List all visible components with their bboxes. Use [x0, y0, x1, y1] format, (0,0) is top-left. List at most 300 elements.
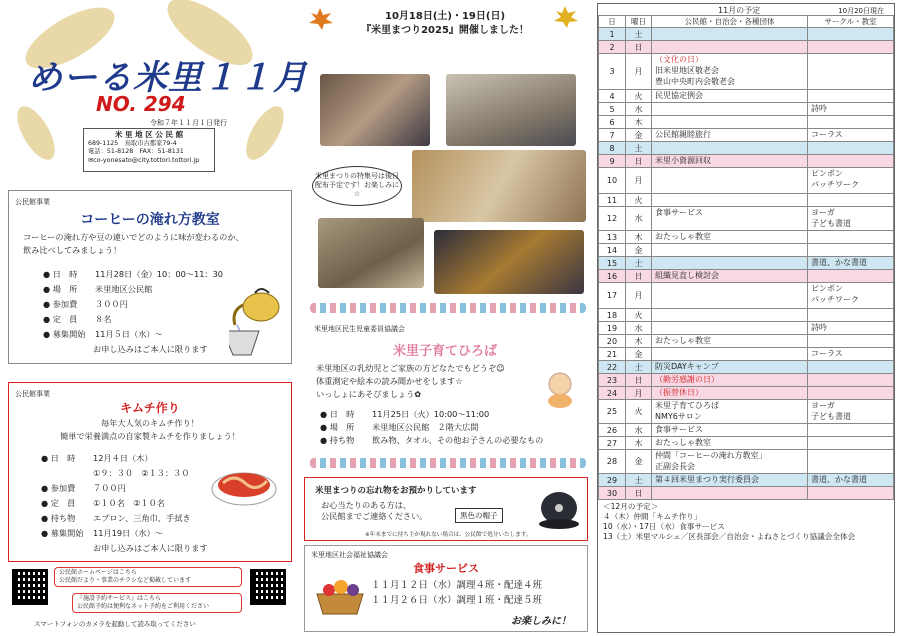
lost-items-footnote: ※年末までに持ち主が現れない場合は、公民館で処分いたします。 [365, 532, 532, 538]
calendar-circle-event [808, 348, 894, 361]
calendar-community-event [652, 450, 808, 474]
calendar-row [599, 424, 894, 437]
calendar-weekday: 水 [626, 424, 652, 437]
december-preview-title: ＜12月の予定＞ [603, 502, 659, 511]
calendar-row [599, 90, 894, 103]
calendar-entry-line: おたっしゃ教室 [655, 438, 711, 447]
kimchi-note: お申し込みはご本人に限ります [93, 543, 208, 553]
calendar-table [598, 15, 894, 500]
calendar-entry-line: 組織見直し検討会 [655, 271, 719, 280]
december-item-2: 10（水）・17日（水）食事サービス [603, 522, 725, 531]
calendar-entry-line: 米里小資源回収 [655, 156, 711, 165]
lost-items-title: 米里まつりの忘れ物をお預かりしています [315, 486, 477, 496]
calendar-circle-event [808, 487, 894, 500]
calendar-day: 21 [599, 348, 626, 361]
calendar-day: 1 [599, 28, 626, 41]
qr-footer: スマートフォンのカメラを起動して読み取ってください [34, 620, 196, 628]
calendar-weekday: 金 [626, 129, 652, 142]
calendar-circle-event [808, 90, 894, 103]
calendar-circle-event [808, 424, 894, 437]
november-calendar [597, 3, 895, 633]
calendar-row [599, 54, 894, 90]
calendar-weekday: 月 [626, 54, 652, 90]
detail-value: エプロン、三角巾、手拭き [93, 513, 191, 523]
calendar-circle-event [808, 374, 894, 387]
detail-label: ● 場 所 [320, 422, 355, 432]
calendar-community-event [652, 103, 808, 116]
calendar-circle-event [808, 283, 894, 309]
meal-service-tag: 米里地区社会福祉協議会 [311, 551, 388, 559]
calendar-community-event [652, 257, 808, 270]
office-tel: 電話：51-8128 FAX：51-8131 [88, 148, 184, 155]
lost-items-text-2: 公民館までご連絡ください。 [321, 511, 428, 521]
meal-service-date-1: １１月１２日（水）調理４班・配達４班 [371, 580, 543, 591]
meal-service-date-2: １１月２６日（水）調理１班・配達５班 [371, 595, 543, 606]
calendar-community-event [652, 374, 808, 387]
calendar-community-event [652, 207, 808, 231]
detail-row [41, 511, 241, 526]
calendar-day: 27 [599, 437, 626, 450]
calendar-row [599, 244, 894, 257]
detail-label: ● 参加費 [43, 299, 78, 309]
calendar-weekday: 金 [626, 244, 652, 257]
calendar-community-event [652, 487, 808, 500]
calendar-weekday: 月 [626, 387, 652, 400]
homepage-qr-code[interactable] [12, 569, 48, 605]
detail-value: ①１０名 ②１０名 [93, 498, 165, 508]
calendar-day: 7 [599, 129, 626, 142]
bunting-divider [310, 458, 586, 468]
qr-code-area [8, 565, 292, 633]
calendar-entry-line: 詩吟 [811, 104, 827, 113]
december-preview [598, 500, 894, 544]
detail-label: ● 持ち物 [320, 435, 355, 445]
coffee-tag: 公民館事業 [15, 198, 50, 206]
calendar-community-event [652, 335, 808, 348]
childcare-intro-3: いっしょにあそびましょう✿ [316, 389, 422, 399]
calendar-day: 10 [599, 168, 626, 194]
calendar-entry-line: NMY6サロン [655, 412, 702, 421]
detail-value: ３００円 [95, 299, 128, 309]
calendar-weekday: 火 [626, 194, 652, 207]
calendar-entry-line: ヨーガ [811, 208, 835, 217]
calendar-day: 15 [599, 257, 626, 270]
coffee-title: コーヒーの淹れ方教室 [80, 212, 220, 228]
calendar-weekday: 土 [626, 142, 652, 155]
calendar-day: 3 [599, 54, 626, 90]
calendar-day: 30 [599, 487, 626, 500]
calendar-weekday: 日 [626, 155, 652, 168]
calendar-row [599, 155, 894, 168]
calendar-day: 14 [599, 244, 626, 257]
meal-service-box [304, 545, 588, 632]
detail-value: 11月19日（水）～ [93, 528, 163, 538]
calendar-community-event [652, 155, 808, 168]
calendar-row [599, 129, 894, 142]
calendar-entry-line: ピンポン [811, 284, 843, 293]
calendar-community-event [652, 231, 808, 244]
detail-label: ● 参加費 [41, 483, 76, 493]
calendar-community-event [652, 142, 808, 155]
calendar-day: 19 [599, 322, 626, 335]
calendar-community-event [652, 28, 808, 41]
calendar-row [599, 487, 894, 500]
calendar-circle-event [808, 54, 894, 90]
calendar-entry-line: ピンポン [811, 169, 843, 178]
calendar-day: 23 [599, 374, 626, 387]
calendar-entry-line: パッチワーク [811, 180, 859, 189]
festival-photo-4 [318, 218, 424, 288]
childcare-plaza-section [300, 318, 590, 468]
calendar-entry-line: 子ども書道 [811, 219, 851, 228]
calendar-circle-event [808, 41, 894, 54]
calendar-weekday: 月 [626, 283, 652, 309]
festival-photo-2 [446, 74, 576, 146]
calendar-day: 13 [599, 231, 626, 244]
calendar-weekday: 日 [626, 487, 652, 500]
detail-value: 12月４日（木） [93, 453, 153, 463]
detail-row [43, 282, 243, 297]
festival-photo-3 [412, 150, 586, 222]
calendar-day: 29 [599, 474, 626, 487]
detail-value: 11月25日（火）10:00～11:00 [372, 409, 490, 419]
col-day: 日 [599, 16, 626, 28]
detail-row [41, 526, 241, 541]
calendar-weekday: 火 [626, 400, 652, 424]
calendar-entry-line: ヨーガ [811, 401, 835, 410]
calendar-circle-event [808, 322, 894, 335]
detail-label: ● 持ち物 [41, 513, 76, 523]
calendar-weekday: 日 [626, 270, 652, 283]
kimchi-title: キムチ作り [120, 401, 180, 415]
calendar-community-event [652, 90, 808, 103]
kimchi-intro-1: 毎年大人気のキムチ作り！ [100, 418, 199, 428]
calendar-day: 20 [599, 335, 626, 348]
festival-photo-5 [434, 230, 584, 294]
calendar-community-event [652, 400, 808, 424]
meal-service-closing: お楽しみに！ [511, 616, 571, 627]
maple-leaf-icon [305, 6, 335, 30]
kimchi-class-box [8, 382, 292, 562]
reservation-qr-note-text: 公民館予約は便利なネット予約をご利用ください [77, 603, 210, 610]
col-weekday: 曜日 [626, 16, 652, 28]
calendar-entry-line: 子ども書道 [811, 412, 851, 421]
calendar-entry-line: おたっしゃ教室 [655, 232, 711, 241]
detail-row [43, 327, 243, 342]
calendar-day: 17 [599, 283, 626, 309]
calendar-entry-line: パッチワーク [811, 295, 859, 304]
calendar-circle-event [808, 270, 894, 283]
bunting-divider [310, 303, 586, 313]
calendar-circle-event [808, 129, 894, 142]
calendar-entry-line: 米里子育てひろば [655, 401, 719, 410]
calendar-row [599, 361, 894, 374]
calendar-entry-line: 第４回米里まつり実行委員会 [655, 475, 759, 484]
calendar-day: 25 [599, 400, 626, 424]
col-circle: サークル・教室 [808, 16, 894, 28]
calendar-day: 12 [599, 207, 626, 231]
calendar-row [599, 474, 894, 487]
calendar-community-event [652, 194, 808, 207]
calendar-entry-line: （勤労感謝の日） [655, 375, 719, 384]
detail-label: ● 募集開始 [41, 528, 84, 538]
december-item-3: 13（土）米里マルシェ／区長部会／自治会・よねさとづくり協議会全体会 [603, 532, 856, 541]
calendar-entry-line: コーラス [811, 349, 843, 358]
calendar-weekday: 木 [626, 116, 652, 129]
calendar-weekday: 土 [626, 474, 652, 487]
calendar-entry-line: 書道、かな書道 [811, 258, 867, 267]
office-name: 米 里 地 区 公 民 館 [114, 130, 184, 139]
detail-label: ● 募集開始 [43, 329, 86, 339]
calendar-community-event [652, 309, 808, 322]
coffee-intro-2: 飲み比べしてみましょう！ [23, 245, 122, 255]
calendar-weekday: 木 [626, 437, 652, 450]
calendar-row [599, 103, 894, 116]
calendar-circle-event [808, 361, 894, 374]
calendar-day: 2 [599, 41, 626, 54]
childcare-tag: 米里地区民生児童委員協議会 [314, 325, 405, 333]
baby-illustration [540, 368, 580, 408]
calendar-entry-line: 豊山中央町内会敬老会 [655, 77, 735, 86]
calendar-community-event [652, 129, 808, 142]
col-community: 公民館・自治会・各種団体 [652, 16, 808, 28]
calendar-row [599, 387, 894, 400]
calendar-entry-line: コーラス [811, 130, 843, 139]
calendar-weekday: 火 [626, 90, 652, 103]
detail-row [43, 312, 243, 327]
kimchi-illustration [209, 463, 279, 507]
calendar-day: 9 [599, 155, 626, 168]
calendar-day: 16 [599, 270, 626, 283]
calendar-community-event [652, 41, 808, 54]
detail-label: ● 日 時 [41, 453, 76, 463]
calendar-row [599, 41, 894, 54]
detail-value: ①９：３０ ②１３：３０ [93, 468, 190, 478]
calendar-row [599, 400, 894, 424]
calendar-row [599, 116, 894, 129]
calendar-day: 18 [599, 309, 626, 322]
calendar-weekday: 土 [626, 361, 652, 374]
detail-value: 米里地区公民館 ２階大広間 [372, 422, 479, 432]
maple-leaf-icon [550, 4, 580, 28]
festival-photo-1 [320, 74, 430, 146]
calendar-title: 11月の予定 [718, 6, 761, 15]
calendar-weekday: 火 [626, 309, 652, 322]
detail-row [320, 408, 580, 421]
calendar-community-event [652, 348, 808, 361]
calendar-day: 6 [599, 116, 626, 129]
calendar-community-event [652, 387, 808, 400]
calendar-weekday: 金 [626, 348, 652, 361]
lost-items-text-1: お心当たりのある方は、 [321, 500, 412, 510]
calendar-weekday: 水 [626, 207, 652, 231]
calendar-entry-line: 旧米里地区敬老会 [655, 66, 719, 75]
calendar-circle-event [808, 168, 894, 194]
calendar-row [599, 194, 894, 207]
childcare-title: 米里子育てひろば [392, 344, 497, 359]
calendar-entry-line: （文化の日） [655, 55, 703, 64]
calendar-circle-event [808, 437, 894, 450]
calendar-row [599, 348, 894, 361]
calendar-weekday: 水 [626, 322, 652, 335]
calendar-circle-event [808, 207, 894, 231]
calendar-row [599, 142, 894, 155]
calendar-entry-line: 詩吟 [811, 323, 827, 332]
detail-value: 11月28日（金）10：00～11：30 [95, 269, 224, 279]
coffee-intro-1: コーヒーの淹れ方や豆の違いでどのように味が変わるのか、 [23, 232, 244, 242]
coffee-kettle-illustration [229, 281, 289, 361]
calendar-entry-line: 食事サービス [655, 425, 703, 434]
calendar-circle-event [808, 257, 894, 270]
calendar-circle-event [808, 400, 894, 424]
calendar-entry-line: おたっしゃ教室 [655, 336, 711, 345]
detail-row [43, 267, 243, 282]
kimchi-intro-2: 簡単で栄養満点の自家製キムチを作りましょう！ [60, 431, 240, 441]
calendar-as-of: 10月20日現在 [838, 7, 884, 15]
calendar-weekday: 木 [626, 335, 652, 348]
calendar-day: 26 [599, 424, 626, 437]
calendar-entry-line: 食事サービス [655, 208, 703, 217]
kimchi-tag: 公民館事業 [15, 390, 50, 398]
calendar-weekday: 木 [626, 231, 652, 244]
homepage-qr-note-title: 公民館ホームページはこちら [59, 569, 137, 576]
detail-value: 米里地区公民館 [95, 284, 153, 294]
reservation-qr-code[interactable] [250, 569, 286, 605]
calendar-weekday: 月 [626, 168, 652, 194]
calendar-community-event [652, 116, 808, 129]
coffee-class-box [8, 190, 292, 364]
calendar-circle-event [808, 116, 894, 129]
homepage-qr-note [54, 567, 242, 587]
calendar-row [599, 207, 894, 231]
calendar-circle-event [808, 309, 894, 322]
calendar-community-event [652, 270, 808, 283]
calendar-community-event [652, 424, 808, 437]
calendar-community-event [652, 54, 808, 90]
calendar-row [599, 231, 894, 244]
calendar-day: 24 [599, 387, 626, 400]
calendar-circle-event [808, 244, 894, 257]
detail-label: ● 定 員 [41, 498, 76, 508]
calendar-row [599, 309, 894, 322]
festival-dates: 10月18日(土)・19日(日) [384, 11, 506, 22]
calendar-circle-event [808, 474, 894, 487]
calendar-day: 11 [599, 194, 626, 207]
calendar-day: 8 [599, 142, 626, 155]
calendar-weekday: 土 [626, 257, 652, 270]
detail-value: ７００円 [93, 483, 126, 493]
calendar-entry-line: （振替休日） [655, 388, 703, 397]
detail-row [43, 297, 243, 312]
calendar-row [599, 450, 894, 474]
black-cap-photo [537, 484, 581, 530]
calendar-circle-event [808, 231, 894, 244]
detail-value: ８名 [95, 314, 112, 324]
calendar-circle-event [808, 155, 894, 168]
detail-label: ● 場 所 [43, 284, 78, 294]
calendar-row [599, 270, 894, 283]
festival-report-title [330, 10, 560, 38]
detail-label: ● 日 時 [43, 269, 78, 279]
calendar-community-event [652, 437, 808, 450]
publish-date: 令和７年１１月１日発行 [150, 119, 227, 127]
calendar-entry-line: 民児協定例会 [655, 91, 703, 100]
calendar-circle-event [808, 28, 894, 41]
reservation-qr-note [72, 593, 242, 613]
calendar-community-event [652, 168, 808, 194]
calendar-circle-event [808, 387, 894, 400]
calendar-community-event [652, 244, 808, 257]
detail-label [41, 466, 93, 481]
calendar-day: 5 [599, 103, 626, 116]
childcare-intro-2: 体重測定や絵本の読み聞かせをします☆ [316, 376, 463, 386]
calendar-row [599, 335, 894, 348]
detail-row [320, 421, 580, 434]
calendar-community-event [652, 322, 808, 335]
calendar-circle-event [808, 335, 894, 348]
calendar-day: 22 [599, 361, 626, 374]
detail-row [320, 434, 580, 447]
detail-value: 飲み物、タオル、その他お子さんの必要なもの [372, 435, 544, 445]
lost-item-label: 黒色の帽子 [455, 508, 503, 523]
newsletter-title: めーる米里１１月 [28, 58, 308, 98]
calendar-entry-line: 仲間「コーヒーの淹れ方教室」 [655, 451, 767, 460]
calendar-entry-line: 書道、かな書道 [811, 475, 867, 484]
calendar-entry-line: 正副会長会 [655, 462, 695, 471]
calendar-weekday: 土 [626, 28, 652, 41]
detail-label: ● 日 時 [320, 409, 355, 419]
meal-service-title: 食事サービス [413, 562, 479, 575]
office-contact-box [83, 128, 215, 172]
fruit-basket-illustration [313, 576, 367, 616]
coffee-details [43, 267, 243, 342]
calendar-weekday: 日 [626, 374, 652, 387]
calendar-row [599, 437, 894, 450]
calendar-row [599, 374, 894, 387]
calendar-circle-event [808, 142, 894, 155]
calendar-circle-event [808, 450, 894, 474]
december-item-1: ４（木）仲間「キムチ作り」 [603, 512, 702, 521]
office-email: ✉co-yonesato@city.tottori.tottori.jp [88, 156, 200, 164]
calendar-row [599, 28, 894, 41]
lost-items-box [304, 477, 588, 541]
calendar-row [599, 257, 894, 270]
calendar-circle-event [808, 194, 894, 207]
special-issue-bubble: 米里まつりの特集号は後日配布予定です！お楽しみに☆ [312, 166, 402, 206]
calendar-row [599, 168, 894, 194]
calendar-community-event [652, 361, 808, 374]
calendar-day: 4 [599, 90, 626, 103]
office-address: 689-1125 鳥取市古郡家79-4 [88, 139, 177, 147]
issue-number: NO. 294 [96, 92, 186, 116]
coffee-note: お申し込みはご本人に限ります [93, 344, 208, 354]
calendar-community-event [652, 283, 808, 309]
calendar-row [599, 283, 894, 309]
calendar-weekday: 水 [626, 103, 652, 116]
calendar-weekday: 日 [626, 41, 652, 54]
reservation-qr-note-title: 『施設予約サービス』はこちら [77, 595, 162, 602]
calendar-weekday: 金 [626, 450, 652, 474]
calendar-entry-line: 防災DAYキャンプ [655, 362, 719, 371]
homepage-qr-note-text: 公民館だより・事業のチラシなど掲載しています [59, 577, 192, 584]
detail-value: 11月５日（水）～ [95, 329, 163, 339]
calendar-row [599, 322, 894, 335]
childcare-details [320, 408, 580, 447]
calendar-day: 28 [599, 450, 626, 474]
festival-headline: 『米里まつり2025』開催しました！ [361, 25, 529, 36]
detail-label: ● 定 員 [43, 314, 78, 324]
childcare-intro-1: 米里地区の乳幼児とご家族の方どなたでもどうぞ☺ [316, 363, 505, 373]
